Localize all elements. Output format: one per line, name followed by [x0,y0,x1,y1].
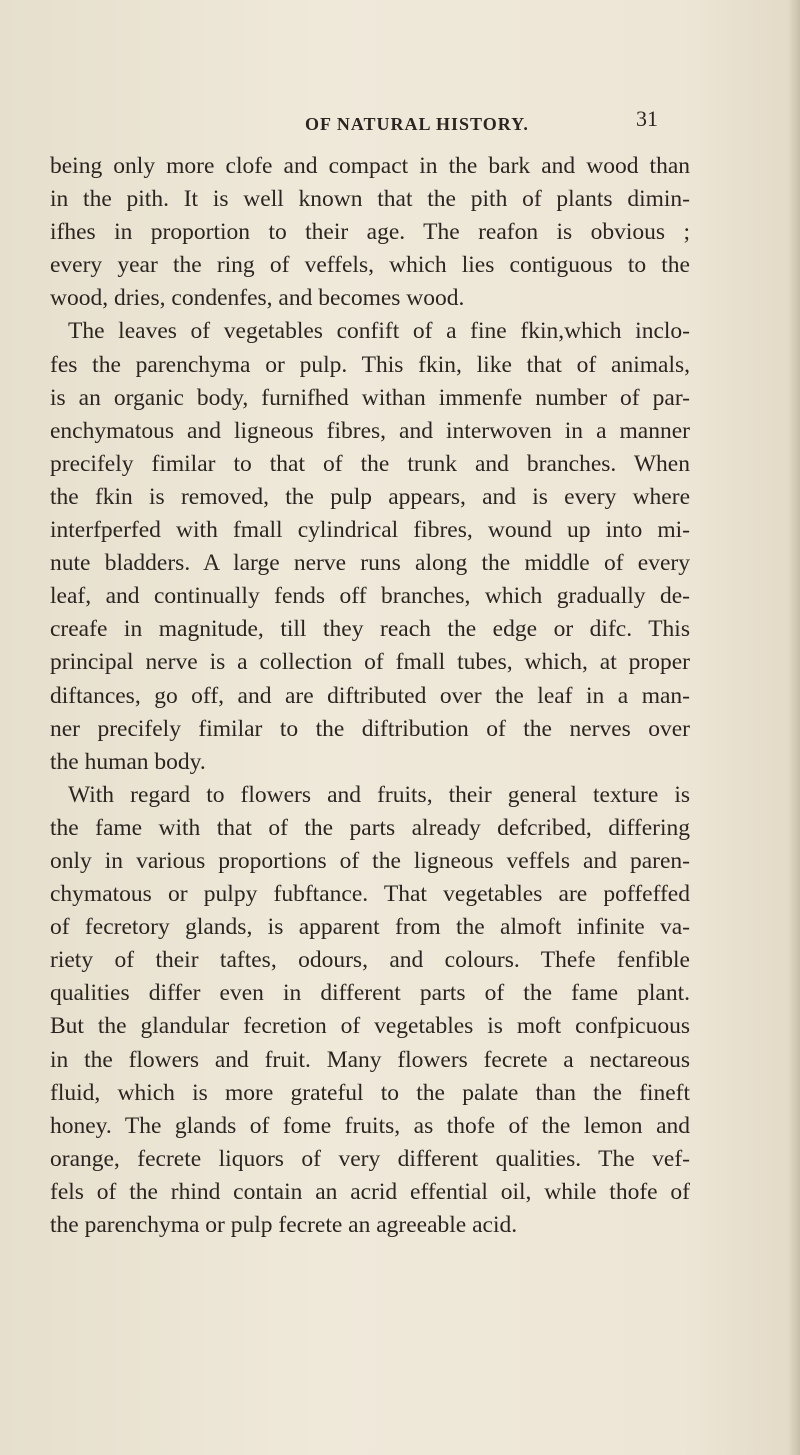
text-line: orange, fecrete liquors of very different qualities. The vef- [50,1145,690,1172]
text-line: riety of their taftes, odours, and colours. Thefe fenfible [50,947,690,974]
text-line: being only more clofe and compact in the bark and wood than [50,153,690,179]
text-line: the parenchyma or pulp fecrete an agreeable acid. [50,1212,518,1238]
text-line: ner precifely fimilar to the diftribution of the nerves over [50,715,690,742]
body-text [50,150,690,1242]
text-line: every year the ring of veffels, which lies contiguous to the [50,252,690,279]
text-line: ifhes in proportion to their age. The reafon is obvious ; [50,219,690,246]
page-header [0,106,800,136]
text-line: diftances, go off, and are diftributed over the leaf in a man- [50,682,690,709]
text-line: fes the parenchyma or pulp. This fkin, like that of animals, [50,351,690,378]
text-line: honey. The glands of fome fruits, as thofe of the lemon and [50,1112,690,1139]
text-line: the fkin is removed, the pulp appears, and is every where [50,483,690,510]
text-line: nute bladders. A large nerve runs along the middle of every [50,550,690,577]
text-line: chymatous or pulpy fubftance. That vegetables are poffeffed [50,881,690,908]
text-line: interfperfed with fmall cylindrical fibres, wound up into mi- [50,517,690,544]
text-line: of fecretory glands, is apparent from the almoft infinite va- [50,914,690,941]
text-line: in the pith. It is well known that the pith of plants dimin- [50,186,690,213]
running-head: OF NATURAL HISTORY. [305,114,529,134]
text-line: With regard to flowers and fruits, their general texture is [68,781,690,808]
text-line: principal nerve is a collection of fmall tubes, which, at proper [50,649,690,676]
text-line: wood, dries, condenfes, and becomes wood. [50,285,465,312]
text-line: only in various proportions of the ligneous veffels and paren- [50,847,690,874]
text-line: in the flowers and fruit. Many flowers fecrete a nectareous [50,1046,690,1073]
text-line: fluid, which is more grateful to the palate than the fineft [50,1079,690,1106]
text-line: creafe in magnitude, till they reach the edge or difc. This [50,616,690,643]
text-line: The leaves of vegetables confift of a fine fkin,which inclo- [68,318,690,345]
text-line: the fame with that of the parts already defcribed, differing [50,814,690,841]
text-line: But the glandular fecretion of vegetables is moft confpicuous [50,1013,690,1040]
text-line: fels of the rhind contain an acrid effential oil, while thofe of [50,1178,690,1205]
text-line: precifely fimilar to that of the trunk and branches. When [50,450,690,477]
text-line: qualities differ even in different parts of the fame plant. [50,980,690,1007]
text-line: enchymatous and ligneous fibres, and interwoven in a manner [50,417,690,444]
text-line: is an organic body, furnifhed withan immenfe number of par- [50,384,690,411]
text-line: the human body. [50,748,206,775]
page-number: 31 [636,106,658,131]
page-edge-shadow [788,0,800,1455]
text-line: leaf, and continually fends off branches, which gradually de- [50,583,690,610]
